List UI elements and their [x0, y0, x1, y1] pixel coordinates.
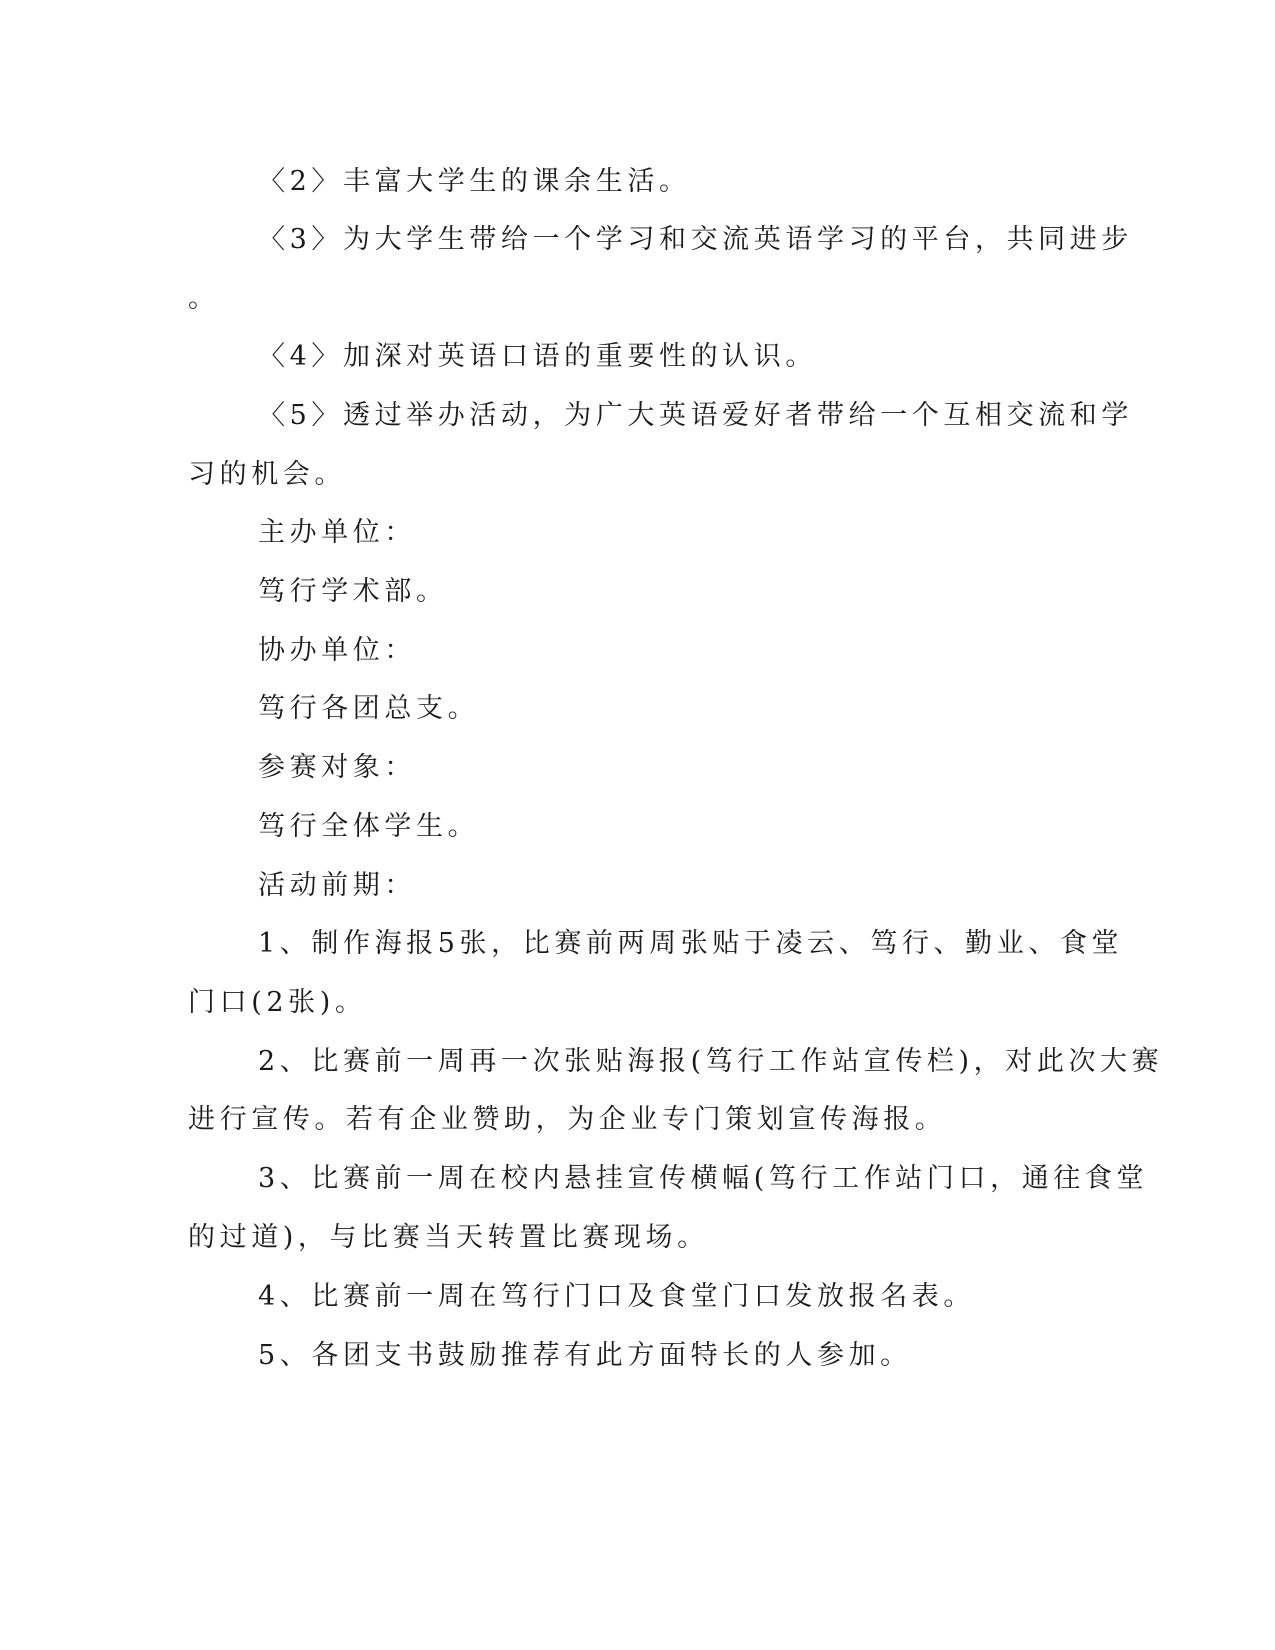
objective-3-line-1: 〈3〉为大学生带给一个学习和交流英语学习的平台，共同进步 — [258, 224, 1133, 255]
objective-2: 〈2〉丰富大学生的课余生活。 — [258, 166, 691, 197]
organizer-value: 笃行学术部。 — [258, 576, 448, 607]
step-1-line-2: 门口(2张)。 — [188, 987, 367, 1018]
organizer-heading: 主办单位： — [258, 517, 416, 548]
participants-value: 笃行全体学生。 — [258, 811, 480, 842]
co-organizer-value: 笃行各团总支。 — [258, 693, 480, 724]
preparation-heading: 活动前期： — [258, 870, 416, 901]
step-2-line-1: 2、比赛前一周再一次张贴海报(笃行工作站宣传栏)，对此次大赛 — [258, 1046, 1164, 1077]
objective-5-line-1: 〈5〉透过举办活动，为广大英语爱好者带给一个互相交流和学 — [258, 400, 1133, 431]
step-3-line-2: 的过道)，与比赛当天转置比赛现场。 — [188, 1222, 709, 1253]
participants-heading: 参赛对象： — [258, 752, 416, 783]
co-organizer-heading: 协办单位： — [258, 635, 416, 666]
step-3-line-1: 3、比赛前一周在校内悬挂宣传横幅(笃行工作站门口，通往食堂 — [258, 1163, 1149, 1194]
step-1-line-1: 1、制作海报5张，比赛前两周张贴于凌云、笃行、勤业、食堂 — [258, 928, 1124, 959]
step-5: 5、各团支书鼓励推荐有此方面特长的人参加。 — [258, 1340, 912, 1371]
objective-4: 〈4〉加深对英语口语的重要性的认识。 — [258, 341, 817, 372]
objective-3-line-2: 。 — [188, 283, 220, 314]
step-2-line-2: 进行宣传。若有企业赞助，为企业专门策划宣传海报。 — [188, 1104, 947, 1135]
step-4: 4、比赛前一周在笃行门口及食堂门口发放报名表。 — [258, 1281, 975, 1312]
objective-5-line-2: 习的机会。 — [188, 459, 346, 490]
